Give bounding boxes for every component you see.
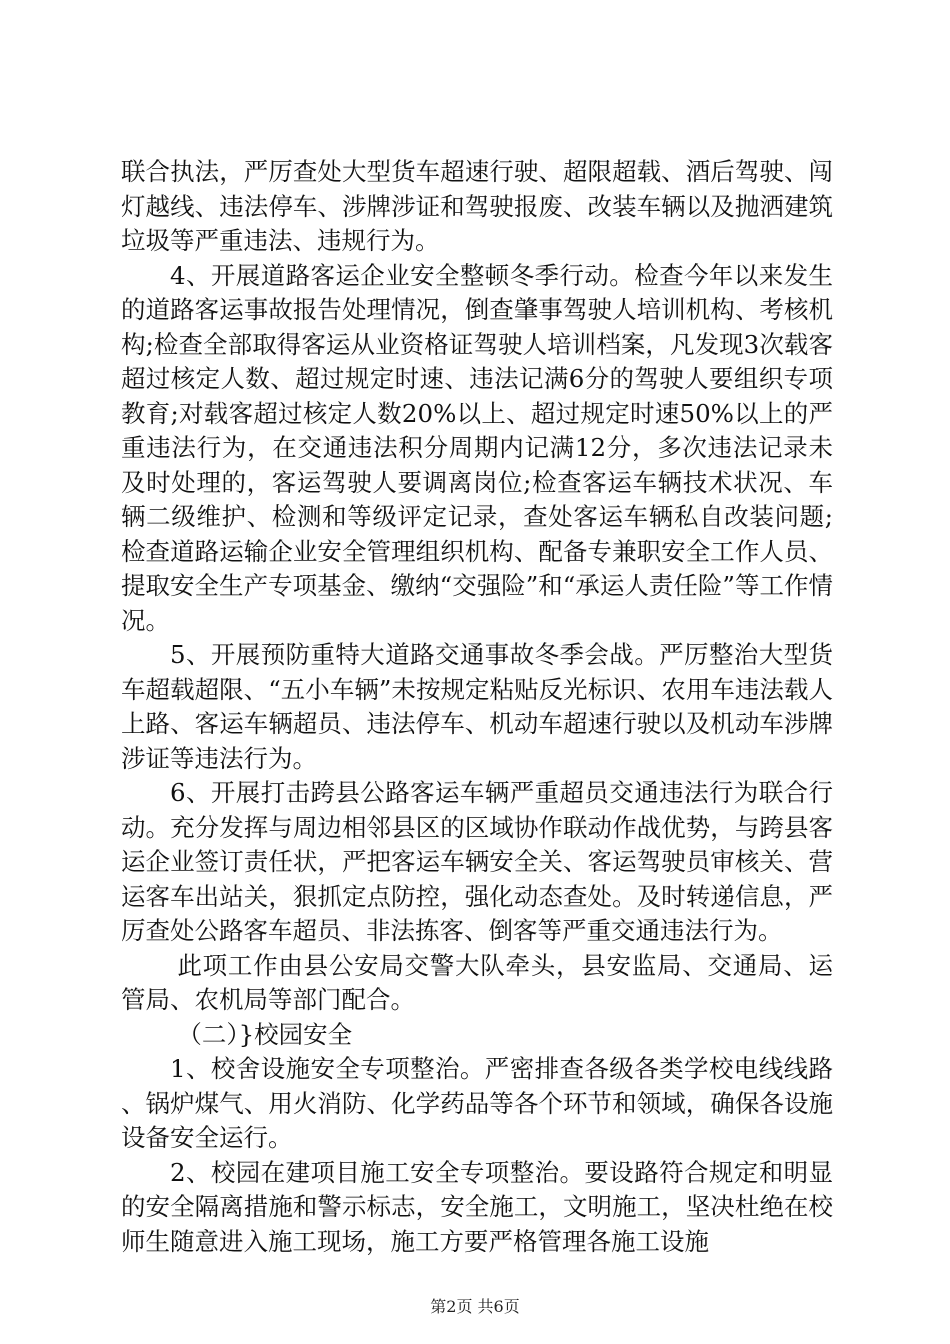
paragraph-item-6: 6、开展打击跨县公路客运车辆严重超员交通违法行为联合行动。充分发挥与周边相邻县区的区域协作联动作战优势，与跨县客运企业签订责任状，严把客运车辆安全关、客运驾驶员审核关、营运客车出站关，狠抓定点防控，强化动态查处。及时转递信息，严厉查处公路客车超员、非法拣客、倒客等严重交通违法行为。 (121, 778, 833, 945)
paragraph-campus-item-1: 1、校舍设施安全专项整治。严密排查各级各类学校电线线路、锅炉煤气、用火消防、化学药品等各个环节和领域，确保各设施设备安全运行。 (121, 1054, 833, 1152)
paragraph-responsibility: 此项工作由县公安局交警大队牵头，县安监局、交通局、运管局、农机局等部门配合。 (121, 950, 833, 1014)
paragraph-campus-item-2: 2、校园在建项目施工安全专项整治。要设路符合规定和明显的安全隔离措施和警示标志，安全施工，文明施工，坚决杜绝在校师生随意进入施工现场，施工方要严格管理各施工设施 (121, 1157, 833, 1256)
paragraph-enforcement-continued: 联合执法，严厉查处大型货车超速行驶、超限超载、酒后驾驶、闯灯越线、违法停车、涉牌涉证和驾驶报废、改装车辆以及抛洒建筑垃圾等严重违法、违规行为。 (121, 157, 833, 255)
paragraph-item-4: 4、开展道路客运企业安全整顿冬季行动。检查今年以来发生的道路客运事故报告处理情况，倒查肇事驾驶人培训机构、考核机构;检查全部取得客运从业资格证驾驶人培训档案，凡发现3次载客超过核定人数、超过规定时速、违法记满6分的驾驶人要组织专项教育;对载客超过核定人数20%以上、超过规定时速50%以上的严重违法行为，在交通违法积分周期内记满12分，多次违法记录未及时处理的，客运驾驶人要调离岗位;检查客运车辆技术状况、车辆二级维护、检测和等级评定记录，查处客运车辆私自改装问题;检查道路运输企业安全管理组织机构、配备专兼职安全工作人员、提取安全生产专项基金、缴纳“交强险”和“承运人责任险”等工作情况。 (121, 260, 833, 635)
page-number-label: 第2页 共6页 (430, 1297, 520, 1316)
paragraph-item-5: 5、开展预防重特大道路交通事故冬季会战。严厉整治大型货车超载超限、“五小车辆”未按规定粘贴反光标识、农用车违法载人上路、客运车辆超员、违法停车、机动车超速行驶以及机动车涉牌涉证等违法行为。 (121, 640, 833, 773)
section-heading-campus-safety: （二）}校园安全 (177, 1019, 353, 1049)
page-footer (0, 1297, 950, 1317)
document-body (121, 155, 833, 1259)
